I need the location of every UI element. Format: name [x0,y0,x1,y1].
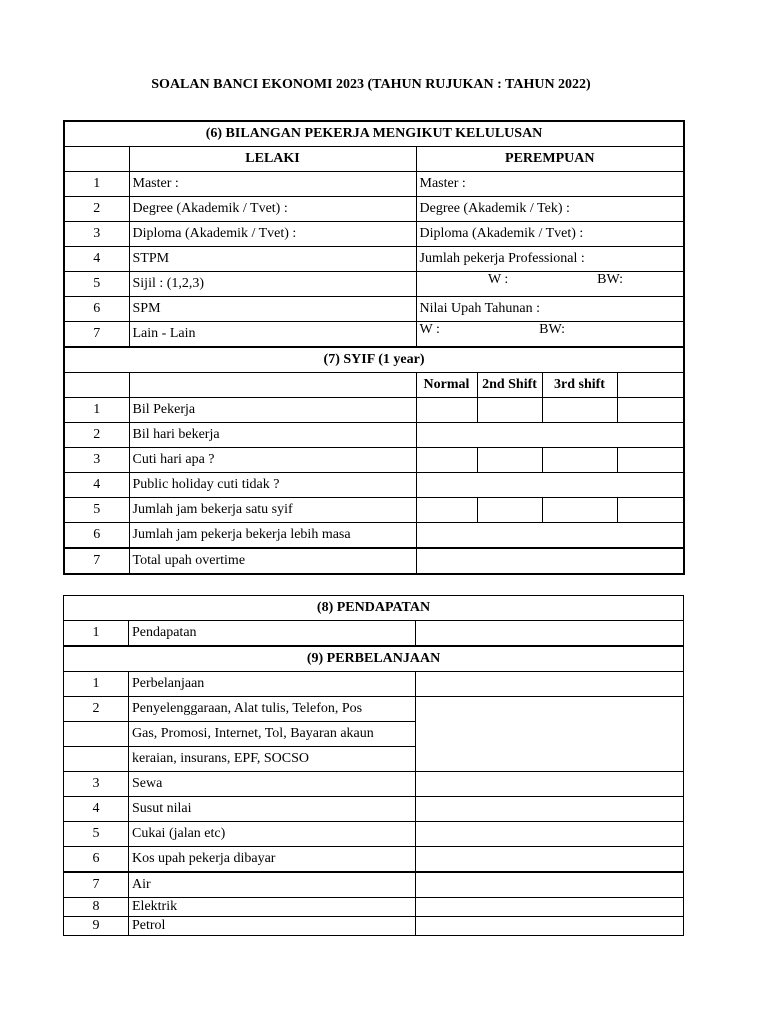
shift-3rd-cell[interactable] [542,398,617,423]
shift-3rd-cell[interactable] [542,498,617,523]
male-cell[interactable]: Lain - Lain [129,322,416,348]
shift-normal-header: Normal [416,373,477,398]
female-cell[interactable]: Degree (Akademik / Tek) : [416,197,684,222]
answer-cell[interactable] [416,697,684,772]
row-number: 5 [64,498,129,523]
row-number: 1 [64,172,129,197]
female-cell[interactable]: Jumlah pekerja Professional : [416,247,684,272]
row-label: Total upah overtime [129,548,416,574]
row-label: Gas, Promosi, Internet, Tol, Bayaran akaun [129,722,416,747]
table-row [64,847,684,873]
row-number: 7 [64,322,129,348]
male-cell[interactable]: STPM [129,247,416,272]
row-label: Pendapatan [129,621,416,647]
table-row [64,222,684,247]
row-number: 5 [64,272,129,297]
answer-cell[interactable] [416,847,684,873]
shift-normal-cell[interactable] [416,498,477,523]
section8-heading: (8) PENDAPATAN [64,596,684,621]
w-label: W : [419,322,440,337]
shift-2nd-cell[interactable] [477,448,542,473]
table-row [64,498,684,523]
row-number: 1 [64,398,129,423]
row-number: 4 [64,473,129,498]
row-number: 9 [64,917,129,936]
row-label: Kos upah pekerja dibayar [129,847,416,873]
row-number: 6 [64,523,129,549]
table-row [64,448,684,473]
shift-extra-cell[interactable] [617,498,684,523]
answer-cell[interactable] [416,772,684,797]
answer-cell[interactable] [416,473,684,498]
blank-cell [64,147,129,172]
row-label: Bil Pekerja [129,398,416,423]
row-number [64,722,129,747]
table-row [64,797,684,822]
table-row [64,423,684,448]
female-cell[interactable]: Nilai Upah Tahunan : [416,297,684,322]
shift-normal-cell[interactable] [416,448,477,473]
table-row [64,621,684,647]
section7-heading: (7) SYIF (1 year) [64,347,684,373]
table-row [64,822,684,847]
section6-heading: (6) BILANGAN PEKERJA MENGIKUT KELULUSAN [64,121,684,147]
answer-cell[interactable] [416,672,684,697]
row-number: 2 [64,423,129,448]
table-row [64,297,684,322]
shift-2nd-cell[interactable] [477,398,542,423]
male-cell[interactable]: Master : [129,172,416,197]
answer-cell[interactable] [416,548,684,574]
row-number: 6 [64,297,129,322]
blank-cell [64,373,129,398]
shift-3rd-header: 3rd shift [542,373,617,398]
table-row [64,697,684,722]
table-row [64,197,684,222]
row-number: 7 [64,548,129,574]
row-label: Petrol [129,917,416,936]
col-female: PEREMPUAN [416,147,684,172]
table-row [64,247,684,272]
shift-3rd-cell[interactable] [542,448,617,473]
row-number: 2 [64,697,129,722]
shift-2nd-cell[interactable] [477,498,542,523]
answer-cell[interactable] [416,917,684,936]
row-label: Public holiday cuti tidak ? [129,473,416,498]
row-label: Cuti hari apa ? [129,448,416,473]
row-number: 8 [64,898,129,917]
row-number: 1 [64,672,129,697]
employee-table [63,120,685,575]
row-label: Susut nilai [129,797,416,822]
row-label: keraian, insurans, EPF, SOCSO [129,747,416,772]
answer-cell[interactable] [416,797,684,822]
table-row [64,917,684,936]
female-w-bw-cell[interactable] [416,272,684,297]
row-number: 3 [64,448,129,473]
row-label: Bil hari bekerja [129,423,416,448]
male-cell[interactable]: Diploma (Akademik / Tvet) : [129,222,416,247]
row-number: 6 [64,847,129,873]
row-number: 4 [64,247,129,272]
blank-cell [129,373,416,398]
table-row [64,872,684,898]
table-row [64,473,684,498]
male-cell[interactable]: SPM [129,297,416,322]
table-row [64,772,684,797]
shift-extra-cell[interactable] [617,398,684,423]
row-number [64,747,129,772]
table-row [64,672,684,697]
row-label: Sewa [129,772,416,797]
row-number: 5 [64,822,129,847]
row-label: Penyelenggaraan, Alat tulis, Telefon, Pos [129,697,416,722]
table-row [64,272,684,297]
col-male: LELAKI [129,147,416,172]
row-number: 3 [64,772,129,797]
shift-extra-cell[interactable] [617,448,684,473]
blank-cell [617,373,684,398]
female-cell[interactable]: Diploma (Akademik / Tvet) : [416,222,684,247]
row-number: 2 [64,197,129,222]
page-title: SOALAN BANCI EKONOMI 2023 (TAHUN RUJUKAN : TAHUN 2022) [151,77,591,92]
table-row [64,398,684,423]
row-label: Jumlah jam bekerja satu syif [129,498,416,523]
table-row [64,898,684,917]
answer-cell[interactable] [416,523,684,549]
row-label: Jumlah jam pekerja bekerja lebih masa [129,523,416,549]
answer-cell[interactable] [416,898,684,917]
shift-2nd-header: 2nd Shift [477,373,542,398]
row-label: Perbelanjaan [129,672,416,697]
table-row [64,523,684,549]
table-row [64,172,684,197]
bw-label: BW: [539,322,566,337]
answer-cell[interactable] [416,423,684,448]
row-number: 3 [64,222,129,247]
bw-label: BW: [597,272,624,287]
table-row [64,548,684,574]
answer-cell[interactable] [416,822,684,847]
row-label: Cukai (jalan etc) [129,822,416,847]
row-number: 1 [64,621,129,647]
row-label: Elektrik [129,898,416,917]
answer-cell[interactable] [416,621,684,647]
row-label: Air [129,872,416,898]
male-cell[interactable]: Degree (Akademik / Tvet) : [129,197,416,222]
female-w-bw-cell[interactable] [416,322,684,348]
income-expense-table [63,595,684,936]
table-row [64,322,684,348]
row-number: 7 [64,872,129,898]
section9-heading: (9) PERBELANJAAN [64,646,684,672]
w-label: W : [487,272,509,287]
answer-cell[interactable] [416,872,684,898]
row-number: 4 [64,797,129,822]
female-cell[interactable]: Master : [416,172,684,197]
male-cell[interactable]: Sijil : (1,2,3) [129,272,416,297]
shift-normal-cell[interactable] [416,398,477,423]
